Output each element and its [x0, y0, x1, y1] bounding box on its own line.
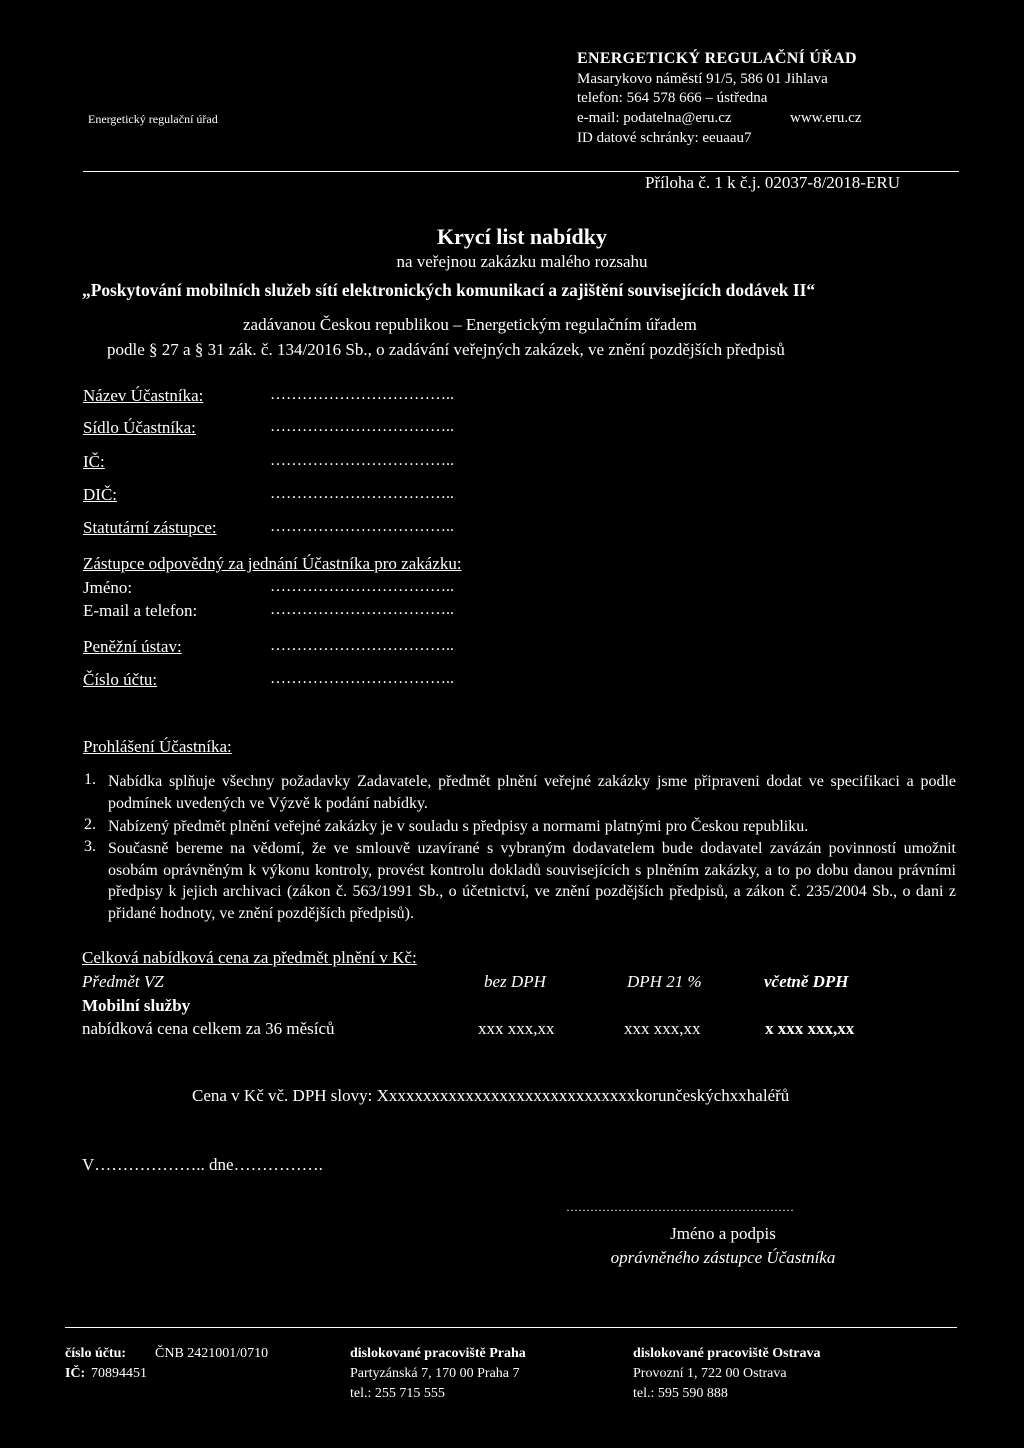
ico-label: IČ: — [83, 452, 105, 471]
place-date-line[interactable]: V……………….. dne……………. — [82, 1155, 323, 1174]
price-group-label: Mobilní služby — [82, 996, 191, 1015]
representative-contact-label: E-mail a telefon: — [83, 601, 198, 620]
declaration-item-text: Nabídka splňuje všechny požadavky Zadavatele, předmět plnění veřejné zakázky jsme připraveni dodat ve specifikaci a podle podmínek uvedených ve Výzvě k podání nabídky. — [108, 773, 956, 812]
statutory-label: Statutární zástupce: — [83, 518, 217, 537]
office-title: ENERGETICKÝ REGULAČNÍ ÚŘAD — [577, 50, 857, 67]
issuer-line: zadávanou Českou republikou – Energetickým regulačním úřadem — [243, 315, 697, 334]
representative-heading: Zástupce odpovědný za jednání Účastníka pro zakázku: — [83, 554, 462, 573]
price-heading: Celková nabídková cena za předmět plnění v Kč: — [82, 948, 417, 967]
price-column-net: bez DPH — [484, 972, 546, 991]
footer-ostrava-title: dislokované pracoviště Ostrava — [633, 1346, 821, 1361]
dic-label: DIČ: — [83, 485, 117, 504]
participant-name-label: Název Účastníka: — [83, 386, 204, 405]
reference-number: Příloha č. 1 k č.j. 02037-8/2018-ERU — [645, 173, 900, 192]
account-field[interactable]: …………………………….. — [270, 670, 454, 687]
footer-prague-title: dislokované pracoviště Praha — [350, 1346, 526, 1361]
footer-prague-address: Partyzánská 7, 170 00 Praha 7 — [350, 1366, 520, 1381]
price-column-gross: včetně DPH — [764, 972, 849, 991]
document-subtitle: na veřejnou zakázku malého rozsahu — [396, 252, 648, 271]
declaration-item-text: Současně bereme na vědomí, že ve smlouvě uzavírané s vybraným dodavatelem bude dodavatel zavázán povinností umožnit osobám oprávněným k výkonu kontroly, provést kontrolu dokladů souvisejících s plněním zakázky, a to po dobu danou právními předpisy k jejich archivaci (zákon č. 563/1991 Sb., o účetnictví, ve znění pozdějších předpisů, a zákon č. 235/2004 Sb., o dani z přidané hodnoty, ve znění pozdějších předpisů). — [108, 840, 956, 922]
participant-name-field[interactable]: …………………………….. — [270, 386, 454, 403]
declaration-item-number: 2. — [84, 816, 96, 833]
signature-label-name: Jméno a podpis — [670, 1224, 776, 1243]
footer-ostrava-address: Provozní 1, 722 00 Ostrava — [633, 1366, 787, 1381]
footer-account-value: ČNB 2421001/0710 — [155, 1346, 269, 1361]
office-phone: telefon: 564 578 666 – ústředna — [577, 90, 768, 106]
price-column-vat: DPH 21 % — [627, 972, 702, 991]
dic-field[interactable]: …………………………….. — [270, 485, 454, 502]
bank-field[interactable]: …………………………….. — [270, 637, 454, 654]
header-divider — [83, 171, 959, 172]
ico-field[interactable]: …………………………….. — [270, 452, 454, 469]
price-in-words[interactable]: Cena v Kč vč. DPH slovy: Xxxxxxxxxxxxxxxxxxxxxxxxxxxxxxkorunčeskýchxxhaléřů — [192, 1086, 790, 1105]
footer-ostrava-phone: tel.: 595 590 888 — [633, 1386, 728, 1401]
representative-contact-field[interactable]: …………………………….. — [270, 601, 454, 618]
footer-account-label: číslo účtu: — [65, 1346, 127, 1361]
participant-seat-field[interactable]: …………………………….. — [270, 418, 454, 435]
office-address: Masarykovo náměstí 91/5, 586 01 Jihlava — [577, 71, 828, 87]
representative-name-label: Jméno: — [83, 578, 133, 597]
price-value-net[interactable]: xxx xxx,xx — [478, 1019, 555, 1038]
price-value-vat[interactable]: xxx xxx,xx — [624, 1019, 701, 1038]
office-email[interactable]: e-mail: podatelna@eru.cz — [577, 110, 732, 126]
footer-divider — [65, 1327, 957, 1328]
price-value-gross[interactable]: x xxx xxx,xx — [765, 1019, 855, 1038]
participant-seat-label: Sídlo Účastníka: — [83, 418, 196, 437]
office-name-small: Energetický regulační úřad — [88, 112, 218, 126]
document-title: Krycí list nabídky — [437, 224, 607, 249]
declaration-item-number: 3. — [84, 838, 96, 855]
office-web[interactable]: www.eru.cz — [790, 110, 862, 126]
office-databox: ID datové schránky: eeuaau7 — [577, 130, 752, 146]
law-line: podle § 27 a § 31 zák. č. 134/2016 Sb., o zadávání veřejných zakázek, ve znění pozdějších předpisů — [107, 340, 785, 359]
footer-ico-label: IČ: — [65, 1366, 86, 1381]
account-label: Číslo účtu: — [83, 670, 158, 689]
footer-prague-phone: tel.: 255 715 555 — [350, 1386, 445, 1401]
price-row-label: nabídková cena celkem za 36 měsíců — [82, 1019, 335, 1038]
contract-name: „Poskytování mobilních služeb sítí elektronických komunikací a zajištění souvisejících dodávek II“ — [82, 280, 816, 300]
signature-label-role: oprávněného zástupce Účastníka — [610, 1248, 836, 1267]
declaration-item-text: Nabízený předmět plnění veřejné zakázky je v souladu s předpisy a normami platnými pro Českou republiku. — [108, 818, 809, 835]
statutory-field[interactable]: …………………………….. — [270, 518, 454, 535]
declaration-heading: Prohlášení Účastníka: — [83, 737, 232, 756]
footer-ico-value: 70894451 — [91, 1366, 147, 1381]
bank-label: Peněžní ústav: — [83, 637, 182, 656]
representative-name-field[interactable]: …………………………….. — [270, 578, 454, 595]
declaration-item-number: 1. — [84, 771, 96, 788]
price-column-subject: Předmět VZ — [82, 972, 164, 991]
signature-line[interactable]: ………………………………………………… — [566, 1200, 794, 1214]
